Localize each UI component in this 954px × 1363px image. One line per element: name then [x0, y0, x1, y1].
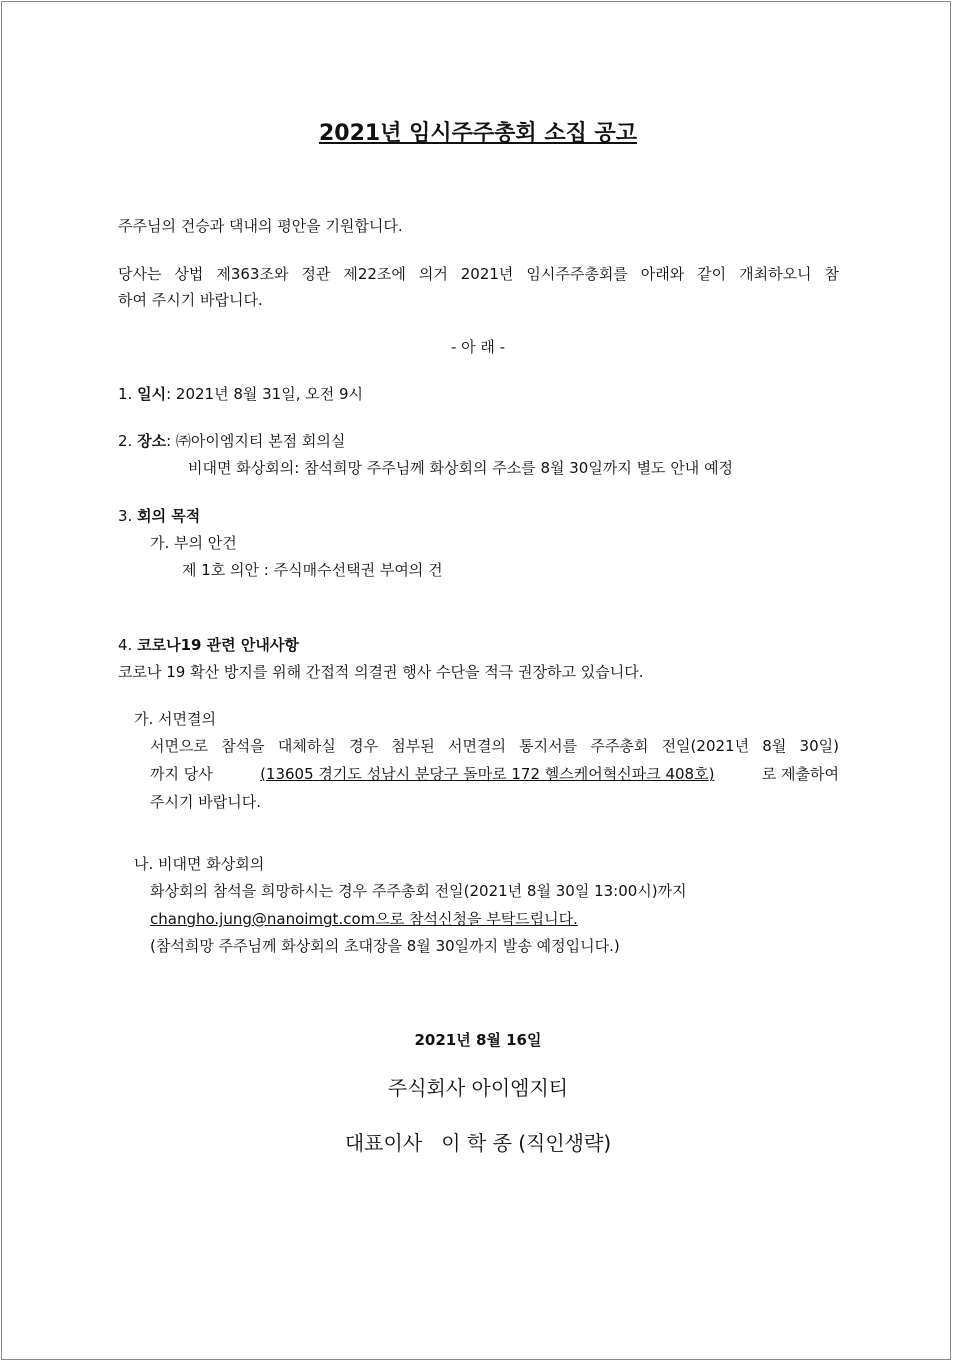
company-address: (13605 경기도 성남시 분당구 돌마로 172 헬스케어혁신파크 408호) — [260, 765, 715, 783]
video-meeting-line-2 — [150, 909, 578, 929]
item-date-value: : 2021년 8월 31일, 오전 9시 — [166, 385, 364, 403]
below-marker: - 아 래 - — [450, 338, 506, 356]
item-purpose-label: 회의 목적 — [137, 507, 201, 525]
written-vote-line-1: 서면으로 참석을 대체하실 경우 첨부된 서면결의 통지서를 주주총회 전일(2021년 8월 30일) — [150, 737, 839, 755]
contact-email[interactable]: changho.jung@nanoimgt.com — [150, 910, 376, 928]
item-date — [118, 384, 363, 404]
notice-date: 2021년 8월 16일 — [414, 1031, 542, 1049]
item-covid — [118, 635, 299, 655]
intro-line-1: 당사는 상법 제363조와 정관 제22조에 의거 2021년 임시주주총회를 아래와 같이 개최하오니 참 — [118, 265, 839, 283]
item-purpose-number: 3. — [118, 507, 133, 525]
video-meeting-line-3: (참석희망 주주님께 화상회의 초대장을 8월 30일까지 발송 예정입니다.) — [150, 937, 620, 955]
written-vote-suffix: 로 제출하여 — [761, 765, 839, 783]
intro-line-2: 하여 주시기 바랍니다. — [118, 291, 263, 309]
video-meeting-line-1: 화상회의 참석을 희망하시는 경우 주주총회 전일(2021년 8월 30일 13:00시)까지 — [150, 882, 687, 900]
ceo-signature: 대표이사 이 학 종 (직인생략) — [344, 1131, 612, 1155]
company-name: 주식회사 아이엠지티 — [387, 1076, 569, 1100]
written-vote-line-2 — [150, 764, 839, 784]
item-place-video-note: 비대면 화상회의: 참석희망 주주님께 화상회의 주소를 8월 30일까지 별도 안내 예정 — [188, 459, 734, 477]
written-vote-prefix: 까지 당사 — [150, 765, 213, 783]
item-date-label: 일시 — [137, 385, 167, 403]
item-place-number: 2. — [118, 432, 133, 450]
item-place — [118, 431, 345, 451]
agenda-heading: 가. 부의 안건 — [150, 534, 237, 552]
item-covid-number: 4. — [118, 636, 133, 654]
item-date-number: 1. — [118, 385, 133, 403]
page-title: 2021년 임시주주총회 소집 공고 — [319, 121, 637, 146]
item-place-value: : ㈜아이엠지티 본점 회의실 — [166, 432, 346, 450]
document-page — [1, 1, 951, 1360]
item-place-label: 장소 — [137, 432, 167, 450]
agenda-item: 제 1호 의안 : 주식매수선택권 부여의 건 — [182, 561, 443, 579]
greeting-text: 주주님의 건승과 댁내의 평안을 기원합니다. — [118, 217, 403, 235]
item-purpose — [118, 506, 200, 526]
item-covid-label: 코로나19 관련 안내사항 — [137, 636, 299, 654]
video-meeting-request: 으로 참석신청을 부탁드립니다. — [375, 910, 578, 928]
covid-description: 코로나 19 확산 방지를 위해 간접적 의결권 행사 수단을 적극 권장하고 있습니다. — [118, 663, 644, 681]
video-meeting-heading: 나. 비대면 화상회의 — [134, 855, 265, 873]
written-vote-heading: 가. 서면결의 — [134, 710, 216, 728]
written-vote-line-3: 주시기 바랍니다. — [150, 793, 261, 811]
